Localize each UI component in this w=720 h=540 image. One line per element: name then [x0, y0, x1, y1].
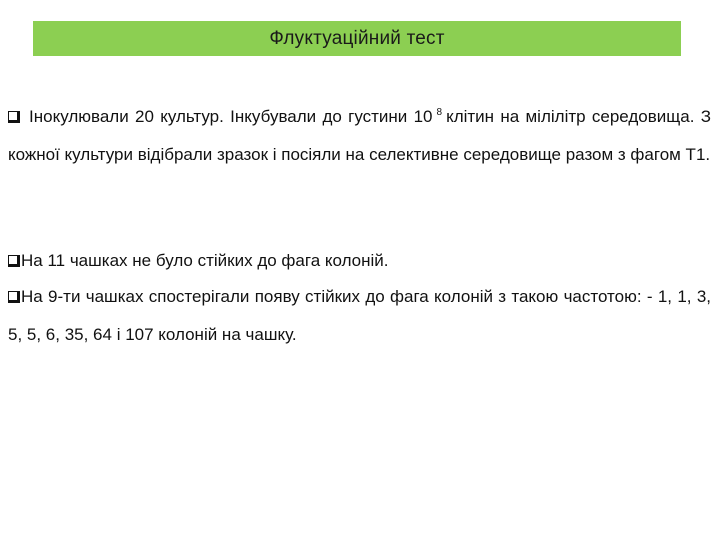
paragraph-inoculation	[8, 98, 711, 174]
paragraph-3-text: На 9-ти чашках спостерігали появу стійких до фага колоній з такою частотою: - 1, 1, 3, 5, 5, 6, 35, 64 і 107 колоній на чашку.	[8, 287, 711, 344]
checkbox-square-icon	[8, 291, 20, 303]
paragraph-resistant-frequency	[8, 278, 711, 354]
paragraph-1-rest: клітин на мілілітр середовища. З кожної культури відібрали зразок і посіяли на селективне середовище разом з фагом Т1.	[8, 107, 711, 164]
title-banner	[33, 21, 681, 56]
checkbox-square-icon	[8, 255, 20, 267]
paragraph-1-exponent: 8	[436, 107, 443, 118]
paragraph-no-resistant	[8, 245, 711, 277]
paragraph-2-text: На 11 чашках не було стійких до фага колоній.	[21, 251, 389, 270]
checkbox-square-icon	[8, 111, 20, 123]
page-title: Флуктуаційний тест	[269, 27, 445, 49]
paragraph-1-lead: Інокулювали 20 культур. Інкубували до густини 10	[29, 107, 433, 126]
